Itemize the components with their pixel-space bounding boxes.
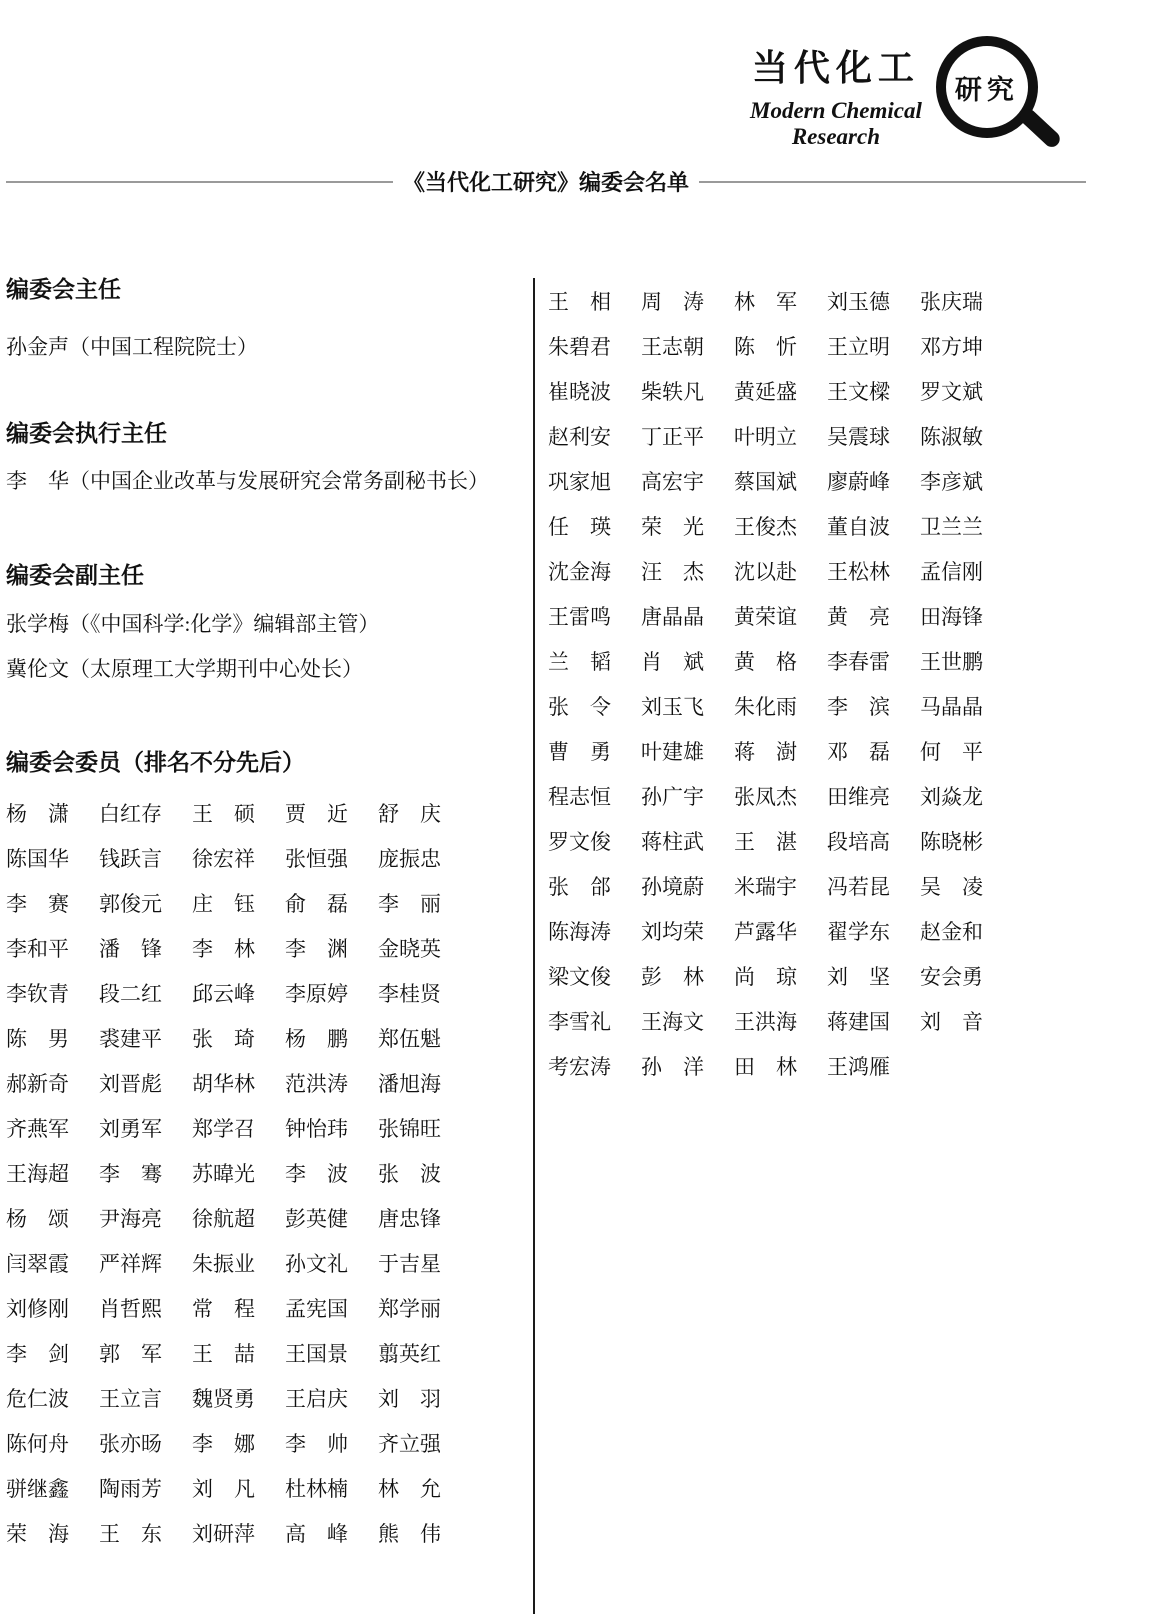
member-name: 刘均荣 (641, 920, 704, 944)
title-bar (6, 166, 1086, 197)
member-name: 李剑 (6, 1342, 69, 1366)
member-name: 刘音 (920, 1010, 983, 1034)
member-name: 王立明 (827, 335, 890, 359)
executive-chairman-heading: 编委会执行主任 (6, 420, 167, 446)
member-name: 刘坚 (827, 965, 890, 989)
member-name: 王喆 (192, 1342, 255, 1366)
member-name: 孟宪国 (285, 1297, 348, 1321)
member-name: 翦英红 (378, 1342, 441, 1366)
member-name: 张令 (548, 695, 611, 719)
member-name: 王世鹏 (920, 650, 983, 674)
member-name: 兰韬 (548, 650, 611, 674)
member-name: 朱振业 (192, 1252, 255, 1276)
vice-chairman-entry-2: 冀伦文（太原理工大学期刊中心处长） (6, 657, 363, 681)
member-name: 王启庆 (285, 1387, 348, 1411)
member-name: 安会勇 (920, 965, 983, 989)
member-name: 黄延盛 (734, 380, 797, 404)
member-name: 苏暐光 (192, 1162, 255, 1186)
member-name: 赵利安 (548, 425, 611, 449)
member-name: 潘旭海 (378, 1072, 441, 1096)
member-name: 孙境蔚 (641, 875, 704, 899)
member-name: 罗文俊 (548, 830, 611, 854)
member-name: 尚琼 (734, 965, 797, 989)
main-content (6, 278, 983, 1600)
right-column (533, 278, 983, 1614)
member-name: 潘锋 (99, 937, 162, 961)
member-name: 王相 (548, 290, 611, 314)
member-name: 芦露华 (734, 920, 797, 944)
member-name: 田海锋 (920, 605, 983, 629)
member-name: 王文樑 (827, 380, 890, 404)
member-name: 孙洋 (641, 1055, 704, 1079)
member-name: 蒋澍 (734, 740, 797, 764)
member-name: 吴凌 (920, 875, 983, 899)
member-name: 朱碧君 (548, 335, 611, 359)
member-name: 于吉星 (378, 1252, 441, 1276)
member-name: 王俊杰 (734, 515, 797, 539)
chairman-entry: 孙金声（中国工程院院士） (6, 335, 258, 359)
member-name: 邱云峰 (192, 982, 255, 1006)
member-name: 李娜 (192, 1432, 255, 1456)
member-name: 荣光 (641, 515, 704, 539)
member-name: 杨潇 (6, 802, 69, 826)
member-name: 李滨 (827, 695, 890, 719)
member-name: 董自波 (827, 515, 890, 539)
member-name: 叶明立 (734, 425, 797, 449)
member-name: 孙文礼 (285, 1252, 348, 1276)
member-name: 荣海 (6, 1522, 69, 1546)
member-name: 崔晓波 (548, 380, 611, 404)
member-name: 郑学召 (192, 1117, 255, 1141)
member-name: 邓方坤 (920, 335, 983, 359)
member-name: 李丽 (378, 892, 441, 916)
members-grid-right (548, 292, 983, 1078)
member-name: 李彦斌 (920, 470, 983, 494)
member-name: 陈国华 (6, 847, 69, 871)
member-name: 卫兰兰 (920, 515, 983, 539)
member-name: 庄钰 (192, 892, 255, 916)
logo-en-line2: Research (791, 124, 881, 149)
member-name: 范洪涛 (285, 1072, 348, 1096)
member-name: 徐航超 (192, 1207, 255, 1231)
member-name: 陈何舟 (6, 1432, 69, 1456)
member-name: 唐晶晶 (641, 605, 704, 629)
member-name: 王洪海 (734, 1010, 797, 1034)
member-name: 周涛 (641, 290, 704, 314)
magnifier-icon (936, 36, 1038, 138)
member-name: 孟信刚 (920, 560, 983, 584)
member-name: 李赛 (6, 892, 69, 916)
member-name: 肖斌 (641, 650, 704, 674)
member-name: 钟怡玮 (285, 1117, 348, 1141)
member-name: 刘修刚 (6, 1297, 69, 1321)
member-name: 金晓英 (378, 937, 441, 961)
member-name: 刘勇军 (99, 1117, 162, 1141)
member-name: 翟学东 (827, 920, 890, 944)
member-name: 李渊 (285, 937, 348, 961)
member-name: 郑伍魁 (378, 1027, 441, 1051)
member-name: 闫翠霞 (6, 1252, 69, 1276)
member-name: 邓磊 (827, 740, 890, 764)
member-name: 冯若昆 (827, 875, 890, 899)
member-name: 庞振忠 (378, 847, 441, 871)
logo-en-subtitle (750, 98, 922, 150)
member-name: 吴震球 (827, 425, 890, 449)
member-name: 刘晋彪 (99, 1072, 162, 1096)
member-name: 陈晓彬 (920, 830, 983, 854)
member-name: 尹海亮 (99, 1207, 162, 1231)
member-name: 朱化雨 (734, 695, 797, 719)
member-name: 王鸿雁 (827, 1055, 890, 1079)
member-name: 蒋柱武 (641, 830, 704, 854)
member-name: 曹勇 (548, 740, 611, 764)
member-name: 何平 (920, 740, 983, 764)
member-name: 李骞 (99, 1162, 162, 1186)
member-name: 张亦旸 (99, 1432, 162, 1456)
member-name: 沈以赴 (734, 560, 797, 584)
member-name: 张郃 (548, 875, 611, 899)
member-name: 孙广宇 (641, 785, 704, 809)
member-name: 张凤杰 (734, 785, 797, 809)
left-column (6, 278, 533, 1600)
member-name: 魏贤勇 (192, 1387, 255, 1411)
member-name: 张庆瑞 (920, 290, 983, 314)
member-name: 钱跃言 (99, 847, 162, 871)
title-rule-right (699, 181, 1086, 183)
member-name: 贾近 (285, 802, 348, 826)
member-name: 王海超 (6, 1162, 69, 1186)
member-name: 郭军 (99, 1342, 162, 1366)
member-name: 陈海涛 (548, 920, 611, 944)
member-name: 黄亮 (827, 605, 890, 629)
member-name: 李雪礼 (548, 1010, 611, 1034)
member-name: 刘玉飞 (641, 695, 704, 719)
member-name: 舒庆 (378, 802, 441, 826)
member-name: 唐忠锋 (378, 1207, 441, 1231)
journal-logo (750, 48, 1038, 150)
member-name: 李钦青 (6, 982, 69, 1006)
member-name: 杨颂 (6, 1207, 69, 1231)
member-name: 熊伟 (378, 1522, 441, 1546)
member-name: 林军 (734, 290, 797, 314)
member-name: 廖蔚峰 (827, 470, 890, 494)
member-name: 李春雷 (827, 650, 890, 674)
member-name: 陶雨芳 (99, 1477, 162, 1501)
vice-chairman-entry-1: 张学梅（《中国科学:化学》编辑部主管） (6, 612, 380, 636)
member-name: 王雷鸣 (548, 605, 611, 629)
member-name: 郭俊元 (99, 892, 162, 916)
member-name: 蒋建国 (827, 1010, 890, 1034)
member-name: 胡华林 (192, 1072, 255, 1096)
magnifier-lens: 研究 (936, 36, 1038, 138)
member-name: 彭英健 (285, 1207, 348, 1231)
member-name: 王国景 (285, 1342, 348, 1366)
member-name: 王海文 (641, 1010, 704, 1034)
member-name: 郝新奇 (6, 1072, 69, 1096)
member-name: 李和平 (6, 937, 69, 961)
member-name: 叶建雄 (641, 740, 704, 764)
member-name: 赵金和 (920, 920, 983, 944)
member-name: 彭林 (641, 965, 704, 989)
member-name: 严祥辉 (99, 1252, 162, 1276)
member-name: 段二红 (99, 982, 162, 1006)
member-name: 高宏宇 (641, 470, 704, 494)
member-name: 白红存 (99, 802, 162, 826)
member-name: 马晶晶 (920, 695, 983, 719)
member-name: 李帅 (285, 1432, 348, 1456)
member-name: 王志朝 (641, 335, 704, 359)
member-name: 黄荣谊 (734, 605, 797, 629)
logo-text-block (750, 48, 922, 150)
executive-chairman-entry: 李 华（中国企业改革与发展研究会常务副秘书长） (6, 469, 489, 493)
member-name: 柴轶凡 (641, 380, 704, 404)
vice-chairman-heading: 编委会副主任 (6, 562, 144, 588)
member-name: 齐燕军 (6, 1117, 69, 1141)
member-name: 王立言 (99, 1387, 162, 1411)
member-name: 蔡国斌 (734, 470, 797, 494)
member-name: 林允 (378, 1477, 441, 1501)
member-name: 张琦 (192, 1027, 255, 1051)
member-name: 陈淑敏 (920, 425, 983, 449)
member-name: 刘羽 (378, 1387, 441, 1411)
member-name: 郑学丽 (378, 1297, 441, 1321)
member-name: 王东 (99, 1522, 162, 1546)
member-name: 杜林楠 (285, 1477, 348, 1501)
member-name: 巩家旭 (548, 470, 611, 494)
member-name: 沈金海 (548, 560, 611, 584)
member-name: 田维亮 (827, 785, 890, 809)
member-name: 汪杰 (641, 560, 704, 584)
member-name: 罗文斌 (920, 380, 983, 404)
member-name: 李林 (192, 937, 255, 961)
member-name: 刘焱龙 (920, 785, 983, 809)
member-name: 任瑛 (548, 515, 611, 539)
page-title: 《当代化工研究》编委会名单 (403, 170, 690, 195)
members-heading: 编委会委员（排名不分先后） (6, 749, 305, 775)
members-grid-left (6, 804, 533, 1545)
member-name: 张恒强 (285, 847, 348, 871)
member-name: 梁文俊 (548, 965, 611, 989)
member-name: 常程 (192, 1297, 255, 1321)
member-name: 齐立强 (378, 1432, 441, 1456)
member-name: 丁正平 (641, 425, 704, 449)
member-name: 刘凡 (192, 1477, 255, 1501)
member-name: 裘建平 (99, 1027, 162, 1051)
logo-en-line1: Modern Chemical (750, 98, 922, 123)
member-name: 王松林 (827, 560, 890, 584)
member-name: 段培高 (827, 830, 890, 854)
member-name: 刘研萍 (192, 1522, 255, 1546)
member-name: 米瑞宇 (734, 875, 797, 899)
member-name: 高峰 (285, 1522, 348, 1546)
member-name: 张锦旺 (378, 1117, 441, 1141)
title-rule-left (6, 181, 393, 183)
member-name: 徐宏祥 (192, 847, 255, 871)
member-name: 骈继鑫 (6, 1477, 69, 1501)
member-name: 肖哲熙 (99, 1297, 162, 1321)
magnifier-handle (1017, 106, 1063, 150)
member-name: 陈男 (6, 1027, 69, 1051)
member-name: 陈忻 (734, 335, 797, 359)
member-name: 王湛 (734, 830, 797, 854)
member-name: 李波 (285, 1162, 348, 1186)
member-name: 张波 (378, 1162, 441, 1186)
member-name: 黄格 (734, 650, 797, 674)
member-name: 俞磊 (285, 892, 348, 916)
member-name: 考宏涛 (548, 1055, 611, 1079)
member-name: 李桂贤 (378, 982, 441, 1006)
member-name: 危仁波 (6, 1387, 69, 1411)
member-name: 田林 (734, 1055, 797, 1079)
chairman-heading: 编委会主任 (6, 276, 121, 302)
member-name: 王硕 (192, 802, 255, 826)
member-name: 刘玉德 (827, 290, 890, 314)
member-name: 李原婷 (285, 982, 348, 1006)
member-name: 程志恒 (548, 785, 611, 809)
logo-cn-title: 当代化工 (751, 47, 920, 88)
member-name: 杨鹏 (285, 1027, 348, 1051)
